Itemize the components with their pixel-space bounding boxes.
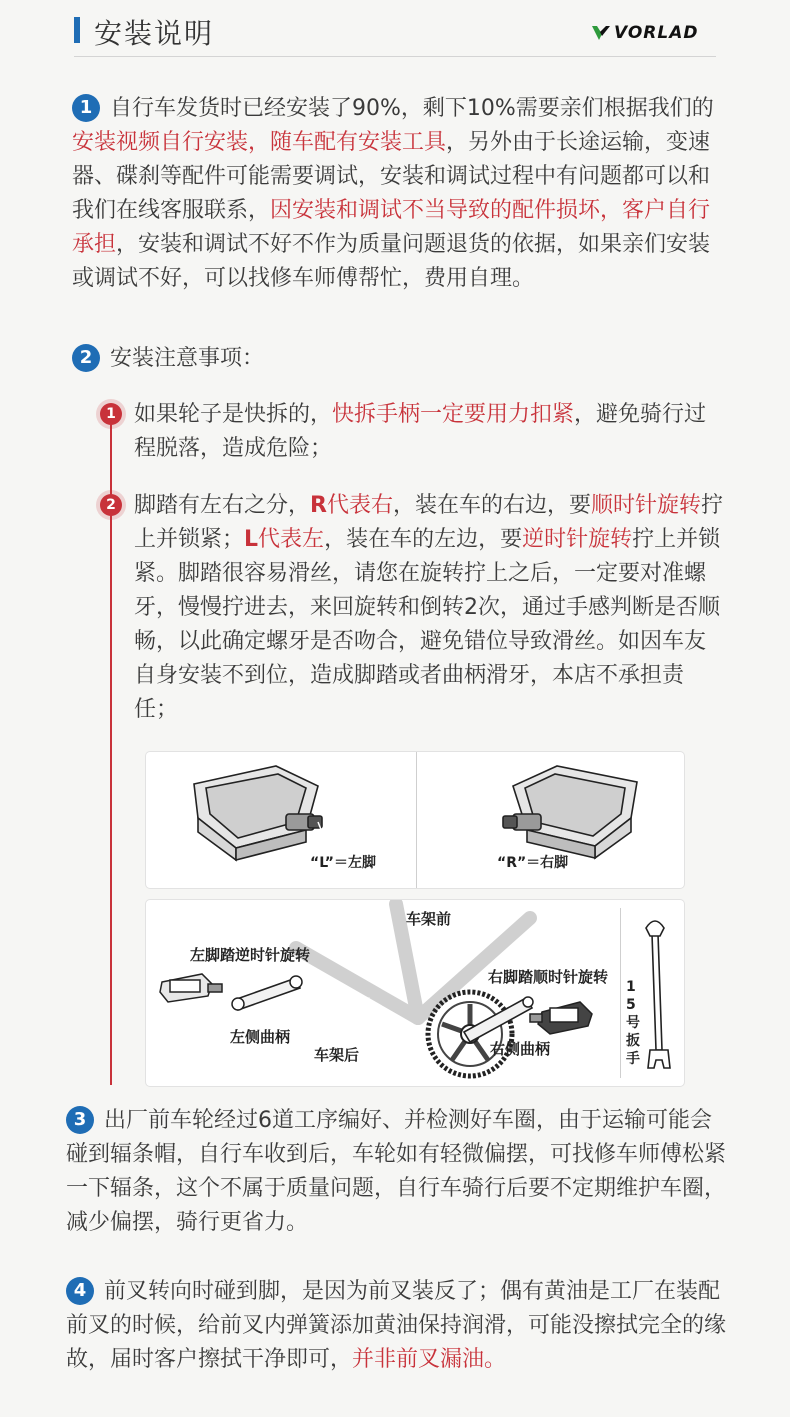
subitem-1-text — [134, 398, 724, 466]
highlight-text: 安装视频自行安装，随车配有安装工具 — [72, 130, 447, 155]
right-pedal-caption: “R”＝右脚 — [497, 855, 569, 871]
body-text: ，避免骑行过程脱落，造成危险； — [134, 402, 707, 461]
body-text: ，装在车的左边，要 — [324, 527, 523, 552]
right-pedal-illustration — [417, 752, 685, 888]
subitem-2-text — [134, 489, 724, 727]
pedal-diagram-panel — [146, 752, 684, 888]
body-text: 拧上并锁紧。脚踏很容易滑丝，请您在旋转拧上之后，一定要对准螺牙，慢慢拧进去，来回旋转和倒转2次，通过手感判断是否顺畅，以此确定螺牙是否吻合，避免错位导致滑丝。如因车友自身安装不到位，造成脚踏或者曲柄滑牙，本店不承担责任； — [134, 527, 721, 722]
highlight-text: 因安装和调试不当导致的配件损坏，客户自行承担 — [72, 198, 711, 257]
section-number-badge: 3 — [66, 1106, 94, 1134]
highlight-text: 代表左 — [258, 527, 325, 552]
label-right-crank: 右侧曲柄 — [490, 1040, 551, 1058]
timeline-line — [110, 420, 112, 1085]
page-title: 安装说明 — [94, 17, 215, 50]
highlight-text: 并非前叉漏油。 — [352, 1347, 507, 1372]
highlight-text: R — [310, 493, 327, 518]
section-3-text — [66, 1108, 726, 1235]
brand-logo-mark-icon — [592, 24, 612, 42]
bike-frame-illustration — [146, 900, 620, 1086]
subitem-number-badge: 2 — [100, 494, 122, 516]
section-4 — [66, 1275, 726, 1377]
header-divider — [74, 56, 716, 57]
section-number-badge: 4 — [66, 1277, 94, 1305]
body-text: 如果轮子是快拆的， — [134, 402, 333, 427]
label-frame-rear: 车架后 — [314, 1046, 360, 1064]
panel-divider — [620, 908, 621, 1078]
section-number-badge: 2 — [72, 344, 100, 372]
frame-brand-text: KNIGHT — [323, 995, 373, 1025]
highlight-text: 快拆手柄一定要用力扣紧 — [332, 402, 575, 427]
left-pedal-caption: “L”＝左脚 — [310, 855, 376, 871]
highlight-text: 顺时针旋转 — [591, 493, 702, 518]
section-3 — [66, 1104, 726, 1240]
page-header — [0, 0, 790, 60]
highlight-text: L — [244, 527, 259, 552]
highlight-text: 代表右 — [326, 493, 393, 518]
body-text: 出厂前车轮经过6道工序编好、并检测好车圈，由于运输可能会碰到辐条帽，自行车收到后，车轮如有轻微偏摆，可找修车师傅松紧一下辐条，这个不属于质量问题，自行车骑行后要不定期维护车圈，减少偏摆，骑行更省力。 — [66, 1108, 727, 1235]
section-4-text — [66, 1279, 726, 1372]
brand-logo — [592, 22, 699, 44]
brand-logo-text: VORLAD — [614, 23, 699, 43]
body-text: ，装在车的右边，要 — [392, 493, 591, 518]
label-wrench: 15号扳手 — [626, 979, 640, 1067]
highlight-text: 逆时针旋转 — [522, 527, 633, 552]
section-number-badge: 1 — [72, 94, 100, 122]
label-frame-front: 车架前 — [406, 910, 452, 928]
body-text: 脚踏有左右之分， — [134, 493, 311, 518]
title-accent-bar — [74, 17, 80, 43]
label-right-pedal-rotation: 右脚踏顺时针旋转 — [488, 968, 609, 986]
left-pedal-illustration — [146, 752, 416, 888]
body-text: 自行车发货时已经安装了90%，剩下10%需要亲们根据我们的 — [110, 96, 714, 121]
section-1 — [72, 92, 722, 296]
section-1-text — [72, 96, 714, 291]
bike-installation-diagram-panel — [146, 900, 684, 1086]
subitem-number-badge: 1 — [100, 403, 122, 425]
body-text: 前叉转向时碰到脚，是因为前叉装反了；偶有黄油是工厂在装配前叉的时候，给前叉内弹簧添加黄油保持润滑，可能没擦拭完全的缘故，届时客户擦拭干净即可， — [66, 1279, 727, 1372]
body-text: ，另外由于长途运输，变速器、碟刹等配件可能需要调试，安装和调试过程中有问题都可以和我们在线客服联系， — [72, 130, 711, 223]
section-2 — [72, 342, 722, 376]
section-2-heading: 安装注意事项： — [110, 346, 265, 371]
label-left-crank: 左侧曲柄 — [230, 1028, 291, 1046]
body-text: ，安装和调试不好不作为质量问题退货的依据，如果亲们安装或调试不好，可以找修车师傅帮忙，费用自理。 — [72, 232, 711, 291]
label-left-pedal-rotation: 左脚踏逆时针旋转 — [190, 946, 311, 964]
body-text: 拧上并锁紧； — [134, 493, 724, 552]
